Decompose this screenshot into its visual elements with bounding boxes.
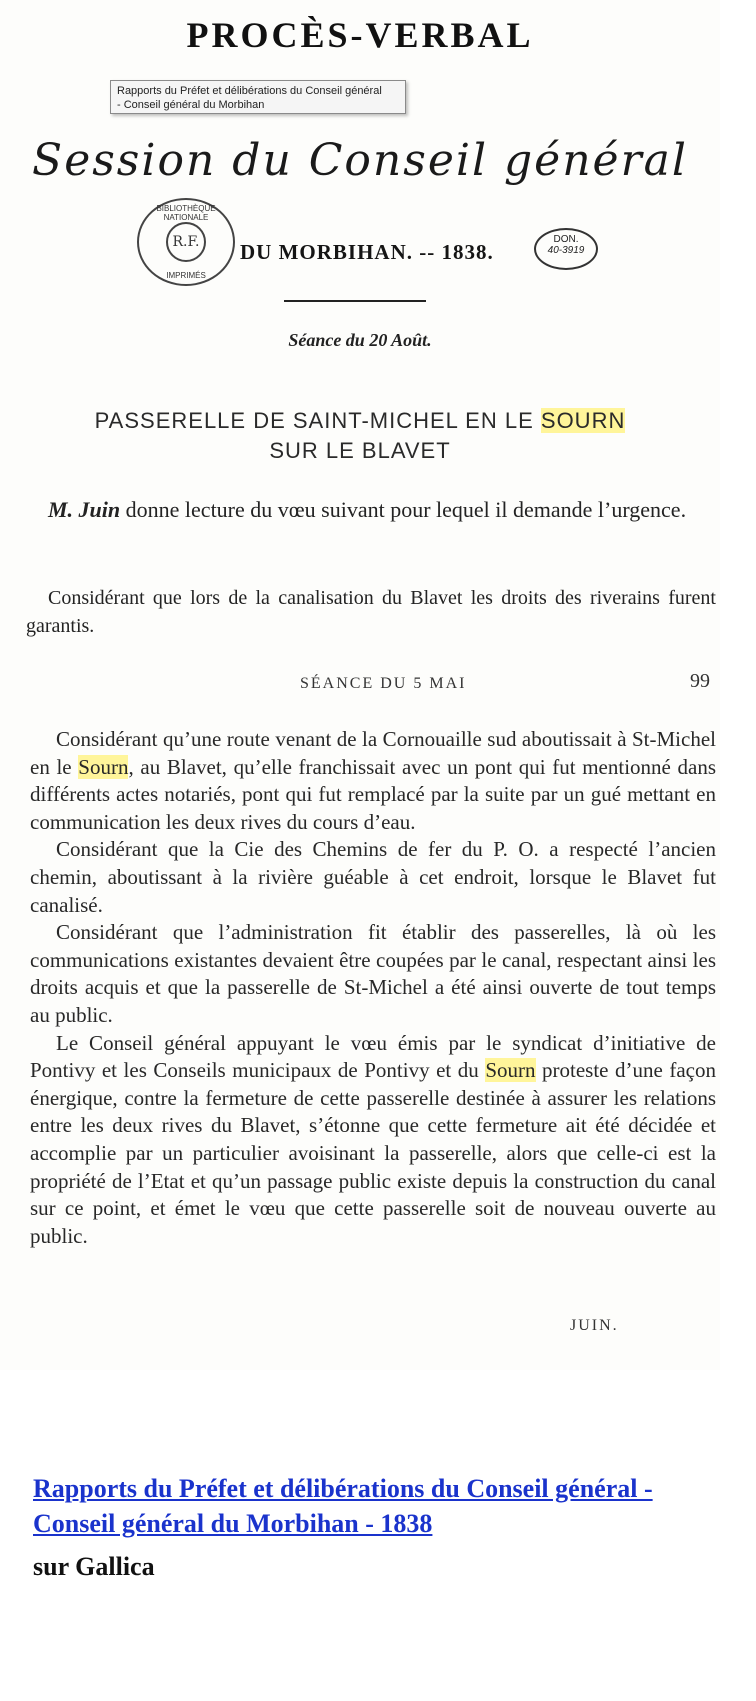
article-heading <box>0 406 720 466</box>
p4-highlight: Sourn <box>485 1058 536 1083</box>
source-link[interactable]: Rapports du Préfet et délibérations du Conseil général - Conseil général du Morbihan - 1838 <box>33 1474 653 1538</box>
don-stamp <box>534 228 598 270</box>
p1-text-a: Considérant qu’une route venant de la Cornouaille sud aboutissait à St-Michel en le <box>30 727 716 779</box>
body-paragraph-1 <box>30 726 716 836</box>
tooltip-line-2: - Conseil général du Morbihan <box>117 99 265 111</box>
body-paragraph-4 <box>30 1030 716 1251</box>
article-heading-line2: SUR LE BLAVET <box>269 438 451 463</box>
intro-paragraph <box>26 494 716 525</box>
tooltip-line-1: Rapports du Préfet et délibérations du Conseil général <box>117 85 382 97</box>
signature: JUIN. <box>570 1317 619 1334</box>
p1-highlight: Sourn <box>78 754 129 779</box>
divider-rule <box>284 300 426 302</box>
body-paragraph-2: Considérant que la Cie des Chemins de fer du P. O. a respecté l’ancien chemin, aboutissant à la rivière guéable à cet endroit, lorsque le Blavet fut canalisé. <box>30 837 716 917</box>
heading-highlight: SOURN <box>540 408 626 433</box>
speaker-name: M. Juin <box>48 497 121 522</box>
library-stamp <box>137 198 235 286</box>
p4-text-a: Le Conseil général appuyant le vœu émis par le syndicat d’initiative de Pontivy et les Conseils municipaux de Pontivy et du <box>30 1030 716 1083</box>
session-title: Session du Conseil général <box>32 135 688 186</box>
don-number: 40-3919 <box>547 245 585 256</box>
proces-verbal-title: PROCÈS-VERBAL <box>186 15 534 55</box>
heading-text: PASSERELLE DE SAINT-MICHEL EN LE <box>94 408 541 433</box>
considerant-text: Considérant que lors de la canalisation du Blavet les droits des riverains furent garantis. <box>26 587 716 637</box>
don-label: DON. <box>553 234 579 245</box>
body-paragraph-3: Considérant que l’administration fit établir des passerelles, là où les communications existantes devaient être coupées par le canal, respectant ainsi les droits acquis et que la passerelle de St-Michel a été ainsi ouverte de tout temps au public. <box>30 920 716 1027</box>
article-body <box>30 726 716 1250</box>
source-tooltip <box>110 80 406 114</box>
library-stamp-center: R.F. <box>166 222 206 262</box>
intro-text: donne lecture du vœu suivant pour lequel il demande l’urgence. <box>120 497 687 522</box>
department-year: DU MORBIHAN. -- 1838. <box>240 240 494 264</box>
page-number: 99 <box>690 670 710 692</box>
article-heading-line1 <box>0 406 720 436</box>
page-header: SÉANCE DU 5 MAI <box>300 675 467 692</box>
source-caption: sur Gallica <box>33 1552 155 1581</box>
library-stamp-bottom-text: IMPRIMÉS <box>166 271 206 280</box>
p4-text-b: proteste d’une façon énergique, contre la fermeture de cette passerelle destinée à assurer les relations entre les deux rives du Blavet, s’étonne que cette fermeture ait été décidée et accomplie par un particulier avoisinant la passerelle, alors que celle-ci est la propriété de l’Etat et qu’un passage public existe depuis la construction du canal sur ce point, et émet le vœu que cette passerelle soit de nouveau ouverte au public. <box>30 1058 716 1248</box>
considerant-paragraph <box>26 584 716 640</box>
seance-date: Séance du 20 Août. <box>288 330 432 350</box>
p1-text-b: , au Blavet, qu’elle franchissait avec un pont qui fut mentionné dans différents actes notariés, pont qui fut remplacé par la suite par un gué mettant en communication les deux rives du cours d’eau. <box>30 754 716 834</box>
library-stamp-top-text: BIBLIOTHÈQUE NATIONALE <box>156 204 216 222</box>
